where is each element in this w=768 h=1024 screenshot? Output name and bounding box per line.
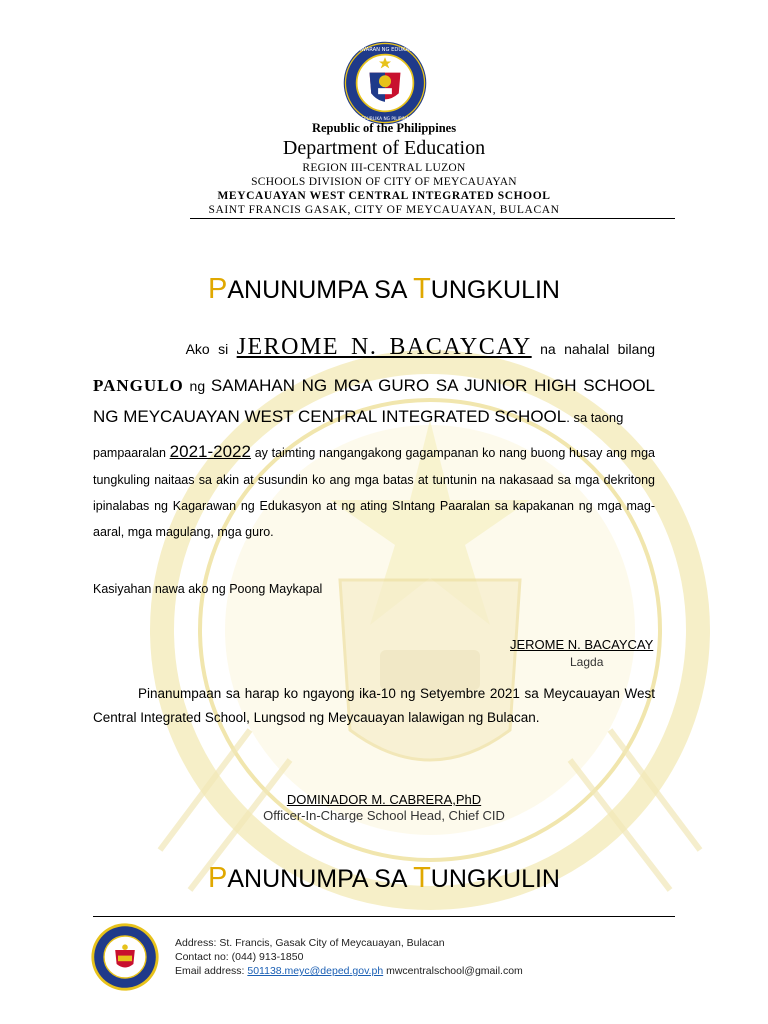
body-line-5: tungkuling naitaas sa akin at susundin ko ang mga batas at tuntunin na nakasaad sa mga dekritong: [93, 473, 655, 487]
body-line-7: aaral, mga magulang, mga guro.: [93, 525, 274, 539]
header-school: MEYCAUAYAN WEST CENTRAL INTEGRATED SCHOOL: [217, 190, 551, 202]
header-division: SCHOOLS DIVISION OF CITY OF MEYCAUAYAN: [251, 176, 517, 188]
position-title: PANGULO: [93, 376, 184, 395]
email-school: mwcentralschool@gmail.com: [386, 965, 523, 977]
organization-line-2: NG MEYCAUAYAN WEST CENTRAL INTEGRATED SCHOOL: [93, 407, 567, 426]
closing-line: Kasiyahan nawa ako ng Poong Maykapal: [93, 582, 323, 596]
body-line-6: ipinalabas ng Kagarawan ng Edukasyon at ng ating SIntang Paaralan sa kapakanan ng mga mag-: [93, 499, 655, 513]
watermark-seal: [150, 350, 710, 910]
school-year: 2021-2022: [169, 442, 251, 461]
body-line-2: PANGULO ng SAMAHAN NG MGA GURO SA JUNIOR HIGH SCHOOL: [93, 376, 655, 395]
oath-statement: Pinanumpaan sa harap ko ngayong ika-10 ng Setyembre 2021 sa Meycauayan West Central Integrated School, Lungsod ng Meycauayan lalawigan ng Bulacan.: [93, 686, 655, 725]
footer-divider: [93, 916, 675, 917]
header-department: Department of Education: [282, 137, 486, 159]
organization-line-1: SAMAHAN NG MGA GURO SA JUNIOR HIGH SCHOOL: [210, 376, 655, 395]
document-title: PANUNUMPA SA TUNGKULIN: [208, 273, 560, 305]
header-republic: Republic of the Philippines: [311, 121, 457, 135]
signature-name-2: DOMINADOR M. CABRERA,PhD: [286, 792, 482, 807]
email-link-deped[interactable]: 501138.meyc@deped.gov.ph: [247, 965, 384, 977]
signature-role-2: Officer-In-Charge School Head, Chief CID: [263, 808, 505, 823]
footer-contact: Contact no: (044) 913-1850: [175, 951, 304, 963]
header-address: SAINT FRANCIS GASAK, CITY OF MEYCAUAYAN, BULACAN: [208, 204, 560, 216]
footer-email: Email address: 501138.meyc@deped.gov.ph mwcentralschool@gmail.com: [175, 965, 523, 977]
oath-taker-name: JEROME N. BACAYCAY: [236, 334, 532, 360]
deped-seal-icon: [342, 40, 428, 126]
school-seal-icon: [90, 922, 160, 992]
footer-address: Address: St. Francis, Gasak City of Meycauayan, Bulacan: [175, 937, 445, 949]
signature-role-1: Lagda: [570, 655, 604, 669]
header-divider: [190, 218, 675, 219]
body-line-4: pampaaralan 2021-2022 ay taimting nangangakong gagampanan ko nang buong husay ang mga: [93, 442, 655, 461]
signature-name-1: JEROME N. BACAYCAY: [510, 637, 654, 652]
seal-top-arc-text: KAGAWARAN NG EDUKASYON: [346, 47, 424, 54]
body-line-1: Ako si JEROME N. BACAYCAY na nahalal bilang: [185, 334, 656, 360]
body-line-3: NG MEYCAUAYAN WEST CENTRAL INTEGRATED SCHOOL. sa taong: [93, 407, 624, 426]
seal-bottom-arc-text: REPUBLIKA NG PILIPINAS: [358, 116, 412, 122]
header-region: REGION III-CENTRAL LUZON: [302, 162, 466, 174]
document-title-footer: PANUNUMPA SA TUNGKULIN: [208, 862, 560, 894]
